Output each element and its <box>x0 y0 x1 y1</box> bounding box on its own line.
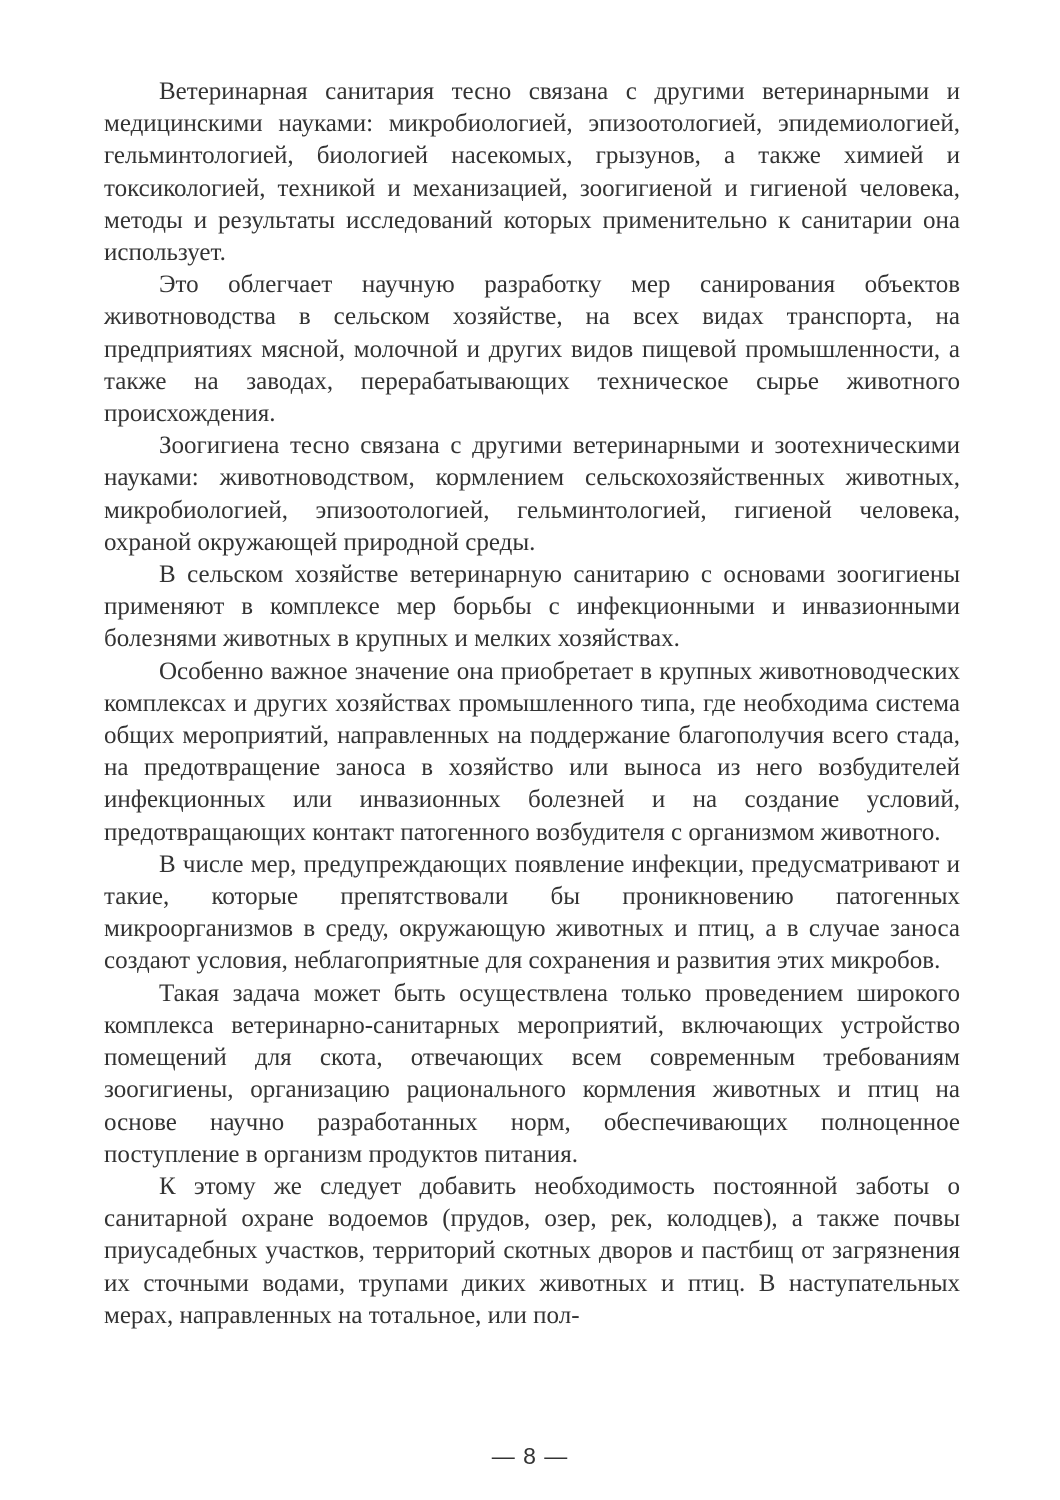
paragraph-5: Особенно важное значение она приобретает в крупных животноводческих комплексах и других хозяйствах промышленного типа, где необходима система общих мероприятий, направленных на поддержание благополучия всего стада, на предотвращение заноса в хозяйство или выноса из него возбудителей инфекционных или инвазионных болезней и на создание условий, предотвращающих контакт патогенного возбудителя с организмом животного. <box>104 657 960 846</box>
paragraph-1: Ветеринарная санитария тесно связана с другими ветеринарными и медицинскими науками: микробиологией, эпизоотологией, эпидемиологией, гельминтологией, биологией насекомых, грызунов, а также химией и токсикологией, техникой и механизацией, зоогигиеной и гигиеной человека, методы и результаты исследований которых применительно к санитарии она использует. <box>104 78 960 267</box>
body-text <box>104 76 960 1332</box>
paragraph-7: Такая задача может быть осуществлена только проведением широкого комплекса ветеринарно-санитарных мероприятий, включающих устройство помещений для скота, отвечающих всем современным требованиям зоогигиены, организацию рационального кормления животных и птиц на основе научно разработанных норм, обеспечивающих полноценное поступление в организм продуктов питания. <box>104 979 960 1168</box>
paragraph-3: Зоогигиена тесно связана с другими ветеринарными и зоотехническими науками: животноводством, кормлением сельскохозяйственных животных, микробиологией, эпизоотологией, гельминтологией, гигиеной человека, охраной окружающей природной среды. <box>104 432 960 556</box>
paragraph-8: К этому же следует добавить необходимость постоянной заботы о санитарной охране водоемов (прудов, озер, рек, колодцев), а также почвы приусадебных участков, территорий скотных дворов и пастбищ от загрязнения их сточными водами, трупами диких животных и птиц. В наступательных мерах, направленных на тотальное, или пол- <box>104 1172 960 1329</box>
page-number: — 8 — <box>491 1443 569 1469</box>
paragraph-6: В числе мер, предупреждающих появление инфекции, предусматривают и такие, которые препятствовали бы проникновению патогенных микроорганизмов в среду, окружающую животных и птиц, а в случае заноса создают условия, неблагоприятные для сохранения и развития этих микробов. <box>104 850 960 975</box>
paragraph-4: В сельском хозяйстве ветеринарную санитарию с основами зоогигиены применяют в комплексе мер борьбы с инфекционными и инвазионными болезнями животных в крупных и мелких хозяйствах. <box>104 561 960 653</box>
paragraph-2: Это облегчает научную разработку мер санирования объектов животноводства в сельском хозяйстве, на всех видах транспорта, на предприятиях мясной, молочной и других видов пищевой промышленности, а также на заводах, перерабатывающих техническое сырье животного происхождения. <box>104 271 960 428</box>
